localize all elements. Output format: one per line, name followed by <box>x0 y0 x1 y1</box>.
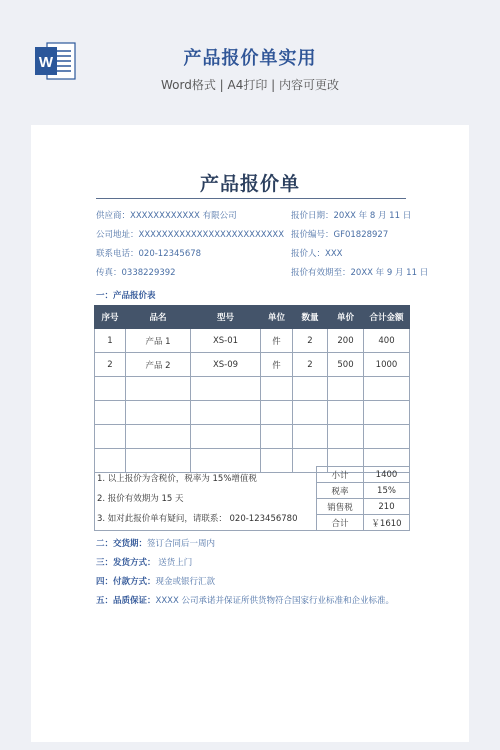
table-cell <box>191 425 261 449</box>
word-icon-letter: W <box>38 54 54 71</box>
table-cell <box>191 377 261 401</box>
totals-row <box>317 467 410 483</box>
table-cell <box>293 401 328 425</box>
totals-label: 税率 <box>317 483 364 499</box>
col-header-price: 单价 <box>328 306 364 329</box>
note-item: 2. 报价有效期为 15 天 <box>97 494 184 504</box>
col-header-qty: 数量 <box>293 306 328 329</box>
totals-row <box>317 499 410 515</box>
term-value: 签订合同后一周内 <box>147 539 216 549</box>
totals-value: 15% <box>364 483 410 499</box>
table-cell: 产品 2 <box>126 353 191 377</box>
table-cell <box>126 377 191 401</box>
totals-label: 小计 <box>317 467 364 483</box>
table-cell <box>293 377 328 401</box>
col-header-total: 合计金额 <box>364 306 410 329</box>
document-title: 产品报价单 <box>199 173 300 195</box>
table-cell <box>191 401 261 425</box>
table-cell <box>328 377 364 401</box>
page-header <box>0 0 500 110</box>
term-shipping <box>96 556 192 568</box>
col-header-unit: 单位 <box>261 306 293 329</box>
table-cell: XS-01 <box>191 329 261 353</box>
table-cell: 产品 1 <box>126 329 191 353</box>
term-label: 二：交货期： <box>96 539 148 549</box>
col-header-index: 序号 <box>95 306 126 329</box>
term-label: 三：发货方式： <box>96 558 156 568</box>
table-cell: 1 <box>95 329 126 353</box>
table-cell: 200 <box>328 329 364 353</box>
table-cell: 400 <box>364 329 410 353</box>
table-cell: 2 <box>293 329 328 353</box>
table-header-row <box>95 306 410 329</box>
table-cell <box>364 377 410 401</box>
phone-field: 联系电话：020-12345678 <box>96 249 202 259</box>
quote-date-field: 报价日期：20XX 年 8 月 11 日 <box>291 211 412 221</box>
page-title: 产品报价单实用 <box>183 48 317 69</box>
address-field: 公司地址：XXXXXXXXXXXXXXXXXXXXXXXXX <box>96 230 285 240</box>
term-payment <box>96 575 215 587</box>
table-cell <box>126 425 191 449</box>
table-cell: 2 <box>95 353 126 377</box>
table-cell <box>261 425 293 449</box>
table-cell <box>95 377 126 401</box>
table-cell <box>364 425 410 449</box>
note-item: 3. 如对此报价单有疑问，请联系： 020-123456780 <box>97 514 298 524</box>
valid-until-field: 报价有效期至：20XX 年 9 月 11 日 <box>291 268 429 278</box>
table-cell <box>95 401 126 425</box>
table-cell: XS-09 <box>191 353 261 377</box>
term-quality <box>96 594 394 606</box>
table-cell <box>293 425 328 449</box>
totals-label: 合计 <box>317 515 364 531</box>
supplier-field: 供应商：XXXXXXXXXXXX 有限公司 <box>96 211 237 221</box>
table-cell: 500 <box>328 353 364 377</box>
totals-value: 210 <box>364 499 410 515</box>
table-cell <box>261 401 293 425</box>
term-value: XXXX 公司承诺并保证所供货物符合国家行业标准和企业标准。 <box>155 596 395 606</box>
table-cell: 2 <box>293 353 328 377</box>
section-product-table-heading: 一：产品报价表 <box>96 291 156 301</box>
table-cell <box>328 425 364 449</box>
table-row <box>95 401 410 425</box>
table-row <box>95 377 410 401</box>
document-page <box>31 125 469 742</box>
table-row <box>95 425 410 449</box>
quote-number-field: 报价编号：GF01828927 <box>291 230 389 240</box>
totals-row <box>317 515 410 531</box>
fax-field: 传真：0338229392 <box>96 268 176 278</box>
table-cell <box>126 401 191 425</box>
term-label: 五：品质保证： <box>96 596 156 606</box>
table-cell: 1000 <box>364 353 410 377</box>
term-value: 送货上门 <box>155 558 193 568</box>
totals-label: 销售税 <box>317 499 364 515</box>
totals-value: ￥1610 <box>364 515 410 531</box>
quote-table <box>94 305 410 473</box>
totals-table <box>316 466 410 531</box>
table-cell <box>261 377 293 401</box>
table-cell <box>364 401 410 425</box>
term-delivery-time <box>96 537 215 549</box>
term-value: 现金或银行汇款 <box>155 577 216 587</box>
table-row <box>95 353 410 377</box>
table-cell: 件 <box>261 329 293 353</box>
totals-value: 1400 <box>364 467 410 483</box>
col-header-model: 型号 <box>191 306 261 329</box>
table-cell <box>328 401 364 425</box>
term-label: 四：付款方式： <box>96 577 156 587</box>
note-item: 1. 以上报价为含税价，税率为 15%增值税 <box>97 474 257 484</box>
table-row <box>95 329 410 353</box>
table-cell <box>95 425 126 449</box>
page-subtitle: Word格式 | A4打印 | 内容可更改 <box>160 78 340 92</box>
totals-row <box>317 483 410 499</box>
quoter-field: 报价人：XXX <box>291 249 343 259</box>
title-divider <box>96 198 406 199</box>
col-header-name: 品名 <box>126 306 191 329</box>
table-cell: 件 <box>261 353 293 377</box>
